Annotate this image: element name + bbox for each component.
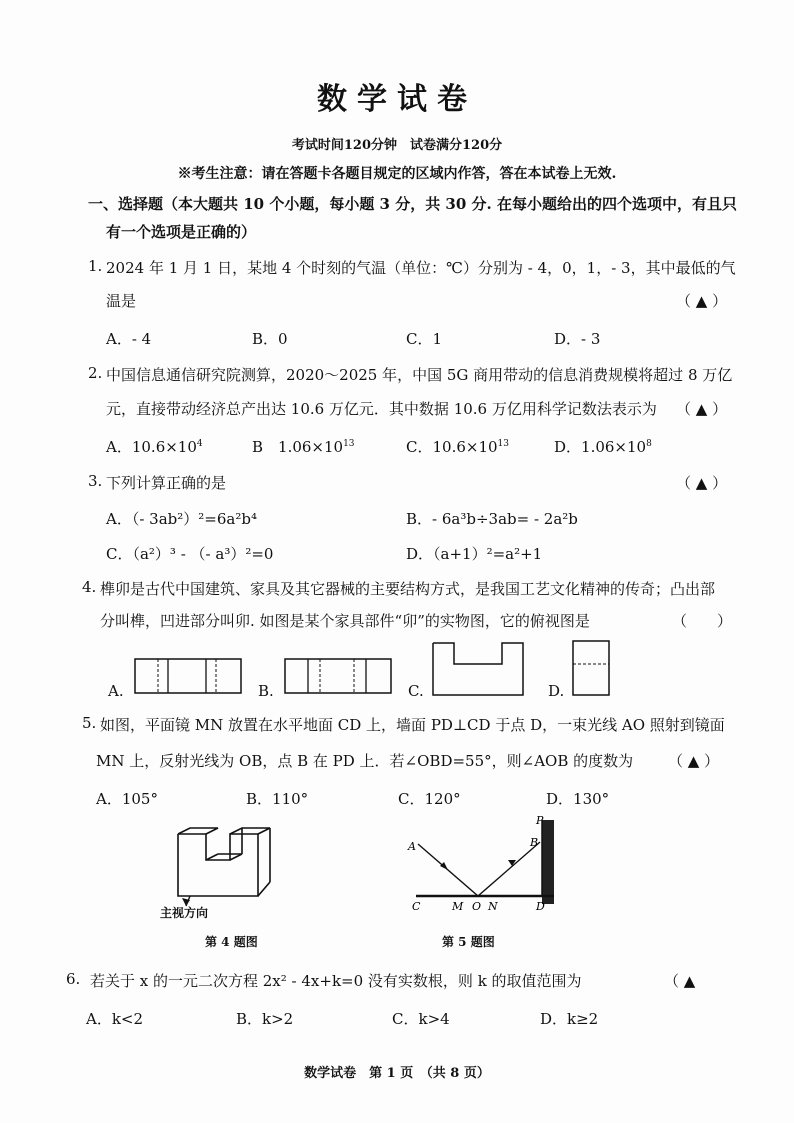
option-c-figure (432, 642, 524, 696)
option-a: A．105° (96, 790, 158, 808)
option-a: A．k<2 (86, 1010, 144, 1028)
fig5-label-m: M (452, 900, 464, 913)
question-text-line1: 2024 年 1 月 1 日，某地 4 个时刻的气温（单位：℃）分别为 - 4，0，1，- 3，其中最低的气 (106, 259, 736, 277)
question-number: 2. (88, 364, 103, 382)
option-b: B. (258, 682, 274, 700)
fig5-label-b: B (530, 836, 539, 849)
option-d: D．$1.06\times 10^8$ (554, 438, 652, 456)
exam-info: 考试时间120分钟 试卷满分120分 (291, 138, 503, 153)
answer-mark: （ ▲ ） (676, 474, 728, 492)
answer-mark: （ ▲ ） (668, 752, 720, 770)
option-b: B．- 6a³b÷3ab= - 2a²b (406, 510, 578, 528)
answer-mark: （ ▲ (664, 972, 696, 990)
fig5-label-a: A (408, 840, 416, 853)
option-d-figure (572, 640, 610, 696)
option-d: D．- 3 (554, 330, 601, 348)
option-b: B $1.06\times 10^{13}$ (252, 438, 355, 456)
question-number: 3. (88, 472, 103, 490)
section-heading-line1: 一、选择题（本大题共 10 个小题，每小题 3 分，共 30 分. 在每小题给出的四个选项中，有且只 (88, 195, 737, 213)
option-c: C．$10.6\times 10^{13}$ (406, 438, 509, 456)
option-d: D．k≥2 (540, 1010, 599, 1028)
answer-mark: （ ▲ ） (676, 292, 728, 310)
question-text-line2: 分叫榫，凹进部分叫卯. 如图是某个家具部件“卯”的实物图，它的俯视图是 (100, 612, 590, 630)
question-text-line1: 若关于 x 的一元二次方程 2x² - 4x+k=0 没有实数根，则 k 的取值范围为 (90, 972, 582, 990)
question-text-line2: 元，直接带动经济总产出达 10.6 万亿元．其中数据 10.6 万亿用科学记数法表示为 (106, 400, 657, 418)
option-c: C．1 (406, 330, 443, 348)
fig5-label-d: D (536, 900, 545, 913)
question-number: 5. (82, 714, 97, 732)
option-c: C．k>4 (392, 1010, 450, 1028)
question-text-line2: MN 上，反射光线为 OB，点 B 在 PD 上．若∠OBD=55°，则∠AOB 的度数为 (96, 752, 634, 770)
page-title: 数学试卷 (317, 82, 477, 117)
fig5-label-o: O (472, 900, 482, 913)
option-c: C. (408, 682, 424, 700)
option-b: B．110° (246, 790, 309, 808)
figure-4-mortise (160, 826, 280, 916)
section-heading-line2: 有一个选项是正确的） (106, 223, 257, 241)
option-b: B．k>2 (236, 1010, 294, 1028)
figure-4-caption: 第 4 题图 (205, 935, 258, 949)
question-text-line1: 榫卯是古代中国建筑、家具及其它器械的主要结构方式，是我国工艺文化精神的传奇；凸出部 (100, 580, 716, 598)
answer-mark: （ ） (672, 612, 733, 630)
option-a-figure (134, 658, 242, 694)
figure-5-caption: 第 5 题图 (442, 935, 495, 949)
figure-5-reflection (400, 812, 580, 918)
option-c: C．（a²）³ - （- a³）²=0 (106, 545, 274, 563)
fig5-label-c: C (412, 900, 421, 913)
answer-mark: （ ▲ ） (676, 400, 728, 418)
option-a: A．（- 3ab²）²=6a²b⁴ (106, 510, 257, 528)
option-a: A. (108, 682, 124, 700)
option-d: D. (548, 682, 565, 700)
option-a: A．- 4 (106, 330, 152, 348)
exam-notice: ※考生注意：请在答题卡各题目规定的区域内作答，答在本试卷上无效. (177, 166, 617, 182)
option-d: D．（a+1）²=a²+1 (406, 545, 543, 563)
option-b-figure (284, 658, 392, 694)
question-text-line2: 温是 (106, 292, 137, 310)
option-d: D．130° (546, 790, 610, 808)
question-number: 4. (82, 578, 97, 596)
option-b: B．0 (252, 330, 288, 348)
question-text-line1: 如图，平面镜 MN 放置在水平地面 CD 上，墙面 PD⊥CD 于点 D，一束光线 AO 照射到镜面 (100, 716, 725, 734)
fig5-label-n: N (488, 900, 498, 913)
question-text-line1: 中国信息通信研究院测算，2020～2025 年，中国 5G 商用带动的信息消费规模将超过 8 万亿 (106, 366, 733, 384)
fig5-label-p: P (536, 814, 544, 827)
option-c: C．120° (398, 790, 461, 808)
question-number: 1. (88, 257, 103, 275)
figure-4-direction-label: 主视方向 (160, 906, 209, 920)
option-a: A．$10.6\times 10^4$ (106, 438, 203, 456)
page-footer: 数学试卷 第 1 页 （共 8 页） (304, 1066, 490, 1081)
question-text-line1: 下列计算正确的是 (106, 474, 227, 492)
question-number: 6. (66, 970, 81, 988)
